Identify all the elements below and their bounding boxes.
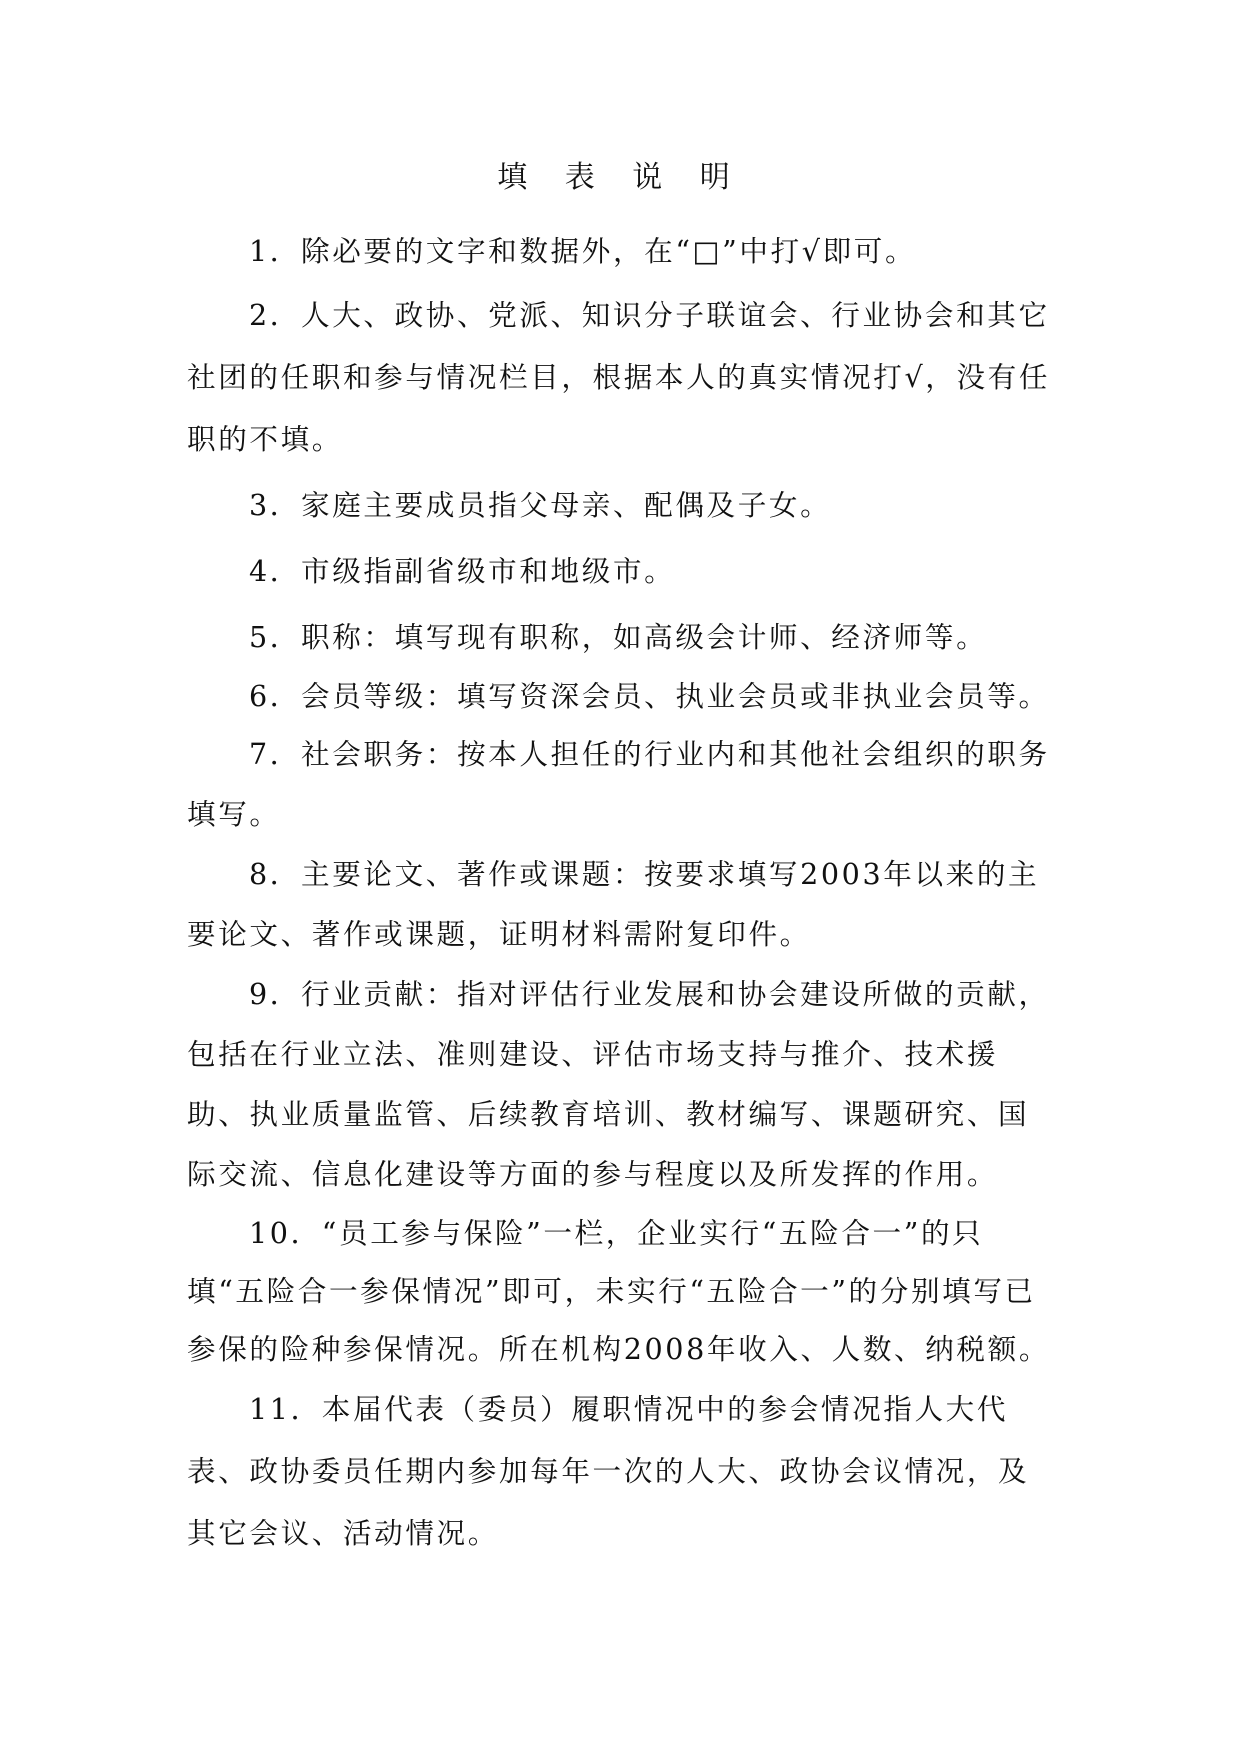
page-title: 填 表 说 明 (497, 160, 744, 195)
item-number: 10． (249, 1216, 322, 1250)
instruction-item (187, 964, 1053, 1204)
item-number: 1． (249, 234, 301, 268)
instruction-item (187, 668, 1053, 724)
item-text: 本届代表（委员）履职情况中的参会情况指人大代表、政协委员任期内参加每年一次的人大、政协会议情况，及其它会议、活动情况。 (187, 1392, 1030, 1550)
instruction-item (187, 284, 1053, 470)
item-text: 人大、政协、党派、知识分子联谊会、行业协会和其它社团的任职和参与情况栏目，根据本人的真实情况打√，没有任职的不填。 (187, 298, 1051, 456)
item-text: 主要论文、著作或课题：按要求填写2003年以来的主要论文、著作或课题，证明材料需附复印件。 (187, 857, 1040, 951)
item-text: 社会职务：按本人担任的行业内和其他社会组织的职务填写。 (187, 737, 1050, 831)
item-text: 行业贡献：指对评估行业发展和协会建设所做的贡献，包括在行业立法、准则建设、评估市场支持与推介、技术援助、执业质量监管、后续教育培训、教材编写、课题研究、国际交流、信息化建设等方面的参与程度以及所发挥的作用。 (187, 977, 1050, 1191)
item-number: 2． (249, 298, 301, 332)
item-text: 家庭主要成员指父母亲、配偶及子女。 (301, 488, 832, 522)
instruction-item (187, 844, 1053, 964)
instruction-item (187, 724, 1053, 844)
instructions-list (187, 222, 1053, 1564)
item-number: 3． (249, 488, 301, 522)
item-number: 8． (249, 857, 301, 891)
instruction-item (187, 474, 1053, 536)
instruction-item (187, 1204, 1053, 1378)
item-text: “员工参与保险”一栏，企业实行“五险合一”的只填“五险合一参保情况”即可，未实行“五险合一”的分别填写已参保的险种参保情况。所在机构2008年收入、人数、纳税额。 (187, 1216, 1051, 1366)
item-number: 5． (249, 620, 301, 654)
item-number: 11． (249, 1392, 322, 1426)
instruction-item (187, 606, 1053, 668)
item-text: 市级指副省级市和地级市。 (301, 554, 676, 588)
instruction-item (187, 1378, 1053, 1564)
instruction-item (187, 540, 1053, 602)
item-number: 6． (249, 679, 301, 713)
instruction-item (187, 222, 1053, 280)
item-text: 除必要的文字和数据外，在“□”中打√即可。 (301, 234, 917, 268)
item-text: 会员等级：填写资深会员、执业会员或非执业会员等。 (301, 679, 1050, 713)
item-text: 职称：填写现有职称，如高级会计师、经济师等。 (301, 620, 988, 654)
item-number: 7． (249, 737, 301, 771)
item-number: 9． (249, 977, 301, 1011)
item-number: 4． (249, 554, 301, 588)
